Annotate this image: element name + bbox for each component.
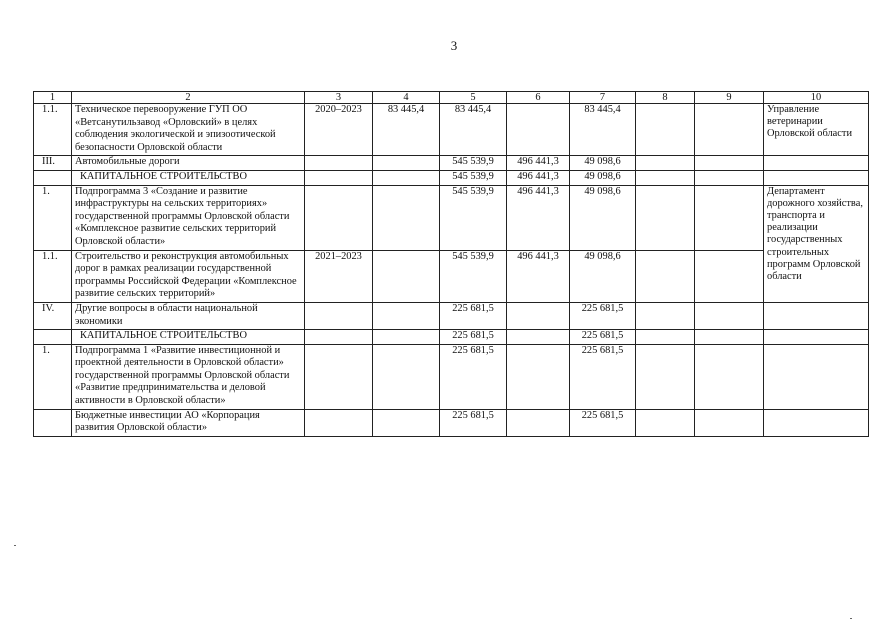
row-col-6: 496 441,3 xyxy=(507,185,570,250)
row-col-7: 83 445,4 xyxy=(570,104,636,156)
row-period xyxy=(305,330,373,345)
row-col-9 xyxy=(695,104,764,156)
row-col-8 xyxy=(636,104,695,156)
header-cell: 2 xyxy=(72,92,305,104)
row-col-5: 225 681,5 xyxy=(440,302,507,329)
row-department xyxy=(764,409,869,436)
row-col-6: 496 441,3 xyxy=(507,250,570,302)
row-col-6 xyxy=(507,344,570,409)
row-col-8 xyxy=(636,156,695,171)
row-col-9 xyxy=(695,302,764,329)
row-name: Строительство и реконструкция автомобильных дорог в рамках реализации государственной программы Российской Федерации «Комплексное развитие сельских территорий» xyxy=(72,250,305,302)
row-col-9 xyxy=(695,156,764,171)
row-col-8 xyxy=(636,185,695,250)
row-col-8 xyxy=(636,330,695,345)
row-department: Управление ветеринарии Орловской области xyxy=(764,104,869,156)
row-col-9 xyxy=(695,344,764,409)
scan-speck xyxy=(850,618,852,619)
row-number: 1. xyxy=(34,185,72,250)
row-name: Автомобильные дороги xyxy=(72,156,305,171)
table-row xyxy=(34,344,869,409)
row-name: КАПИТАЛЬНОЕ СТРОИТЕЛЬСТВО xyxy=(72,330,305,345)
row-col-9 xyxy=(695,330,764,345)
row-col-6 xyxy=(507,409,570,436)
row-col-7: 49 098,6 xyxy=(570,156,636,171)
table-row xyxy=(34,250,869,302)
row-col-8 xyxy=(636,170,695,185)
header-cell: 7 xyxy=(570,92,636,104)
row-col-7: 225 681,5 xyxy=(570,409,636,436)
row-department xyxy=(764,330,869,345)
header-cell: 6 xyxy=(507,92,570,104)
row-col-4 xyxy=(373,330,440,345)
row-col-7: 225 681,5 xyxy=(570,344,636,409)
row-col-7: 225 681,5 xyxy=(570,330,636,345)
header-cell: 10 xyxy=(764,92,869,104)
row-period xyxy=(305,302,373,329)
row-col-7: 49 098,6 xyxy=(570,170,636,185)
row-col-4 xyxy=(373,156,440,171)
row-col-5: 225 681,5 xyxy=(440,330,507,345)
header-cell: 8 xyxy=(636,92,695,104)
row-col-4 xyxy=(373,250,440,302)
row-department: Департамент дорожного хозяйства, транспорта и реализации государственных строительных программ Орловской области xyxy=(764,185,869,302)
row-col-5: 545 539,9 xyxy=(440,156,507,171)
row-col-5: 225 681,5 xyxy=(440,344,507,409)
header-cell: 5 xyxy=(440,92,507,104)
row-number: 1.1. xyxy=(34,104,72,156)
row-number xyxy=(34,330,72,345)
budget-table xyxy=(33,91,869,437)
row-col-5: 225 681,5 xyxy=(440,409,507,436)
table-row xyxy=(34,330,869,345)
row-col-4 xyxy=(373,302,440,329)
row-col-8 xyxy=(636,250,695,302)
row-col-8 xyxy=(636,302,695,329)
table-row xyxy=(34,156,869,171)
row-col-4 xyxy=(373,409,440,436)
row-col-7: 49 098,6 xyxy=(570,250,636,302)
row-name: КАПИТАЛЬНОЕ СТРОИТЕЛЬСТВО xyxy=(72,170,305,185)
row-col-5: 83 445,4 xyxy=(440,104,507,156)
row-col-4 xyxy=(373,185,440,250)
page-number: 3 xyxy=(450,38,458,53)
row-col-5: 545 539,9 xyxy=(440,170,507,185)
row-department xyxy=(764,302,869,329)
row-col-7: 225 681,5 xyxy=(570,302,636,329)
row-name: Подпрограмма 1 «Развитие инвестиционной и проектной деятельности в Орловской области» государственной программы Орловской области «Развитие предпринимательства и деловой активности в Орловской области» xyxy=(72,344,305,409)
table-row xyxy=(34,170,869,185)
row-period: 2020–2023 xyxy=(305,104,373,156)
row-col-6: 496 441,3 xyxy=(507,156,570,171)
row-department xyxy=(764,156,869,171)
row-col-6 xyxy=(507,302,570,329)
scan-speck xyxy=(14,545,16,546)
row-department xyxy=(764,170,869,185)
row-col-9 xyxy=(695,250,764,302)
row-number xyxy=(34,409,72,436)
header-cell: 3 xyxy=(305,92,373,104)
row-col-5: 545 539,9 xyxy=(440,185,507,250)
row-col-4: 83 445,4 xyxy=(373,104,440,156)
row-name: Другие вопросы в области национальной экономики xyxy=(72,302,305,329)
table-header-row xyxy=(34,92,869,104)
row-name: Подпрограмма 3 «Создание и развитие инфраструктуры на сельских территориях» государственной программы Орловской области «Комплексное развитие сельских территорий Орловской области» xyxy=(72,185,305,250)
row-number: 1.1. xyxy=(34,250,72,302)
row-col-9 xyxy=(695,185,764,250)
row-department xyxy=(764,344,869,409)
row-col-9 xyxy=(695,409,764,436)
row-col-4 xyxy=(373,344,440,409)
row-number: III. xyxy=(34,156,72,171)
table-row xyxy=(34,409,869,436)
row-name: Бюджетные инвестиции АО «Корпорация развития Орловской области» xyxy=(72,409,305,436)
row-col-6 xyxy=(507,330,570,345)
row-col-6: 496 441,3 xyxy=(507,170,570,185)
table-row xyxy=(34,104,869,156)
table-row xyxy=(34,185,869,250)
row-col-6 xyxy=(507,104,570,156)
row-period: 2021–2023 xyxy=(305,250,373,302)
row-period xyxy=(305,409,373,436)
header-cell: 1 xyxy=(34,92,72,104)
row-period xyxy=(305,170,373,185)
row-number: 1. xyxy=(34,344,72,409)
row-number xyxy=(34,170,72,185)
row-number: IV. xyxy=(34,302,72,329)
row-col-8 xyxy=(636,409,695,436)
row-col-4 xyxy=(373,170,440,185)
row-col-7: 49 098,6 xyxy=(570,185,636,250)
table-row xyxy=(34,302,869,329)
row-col-5: 545 539,9 xyxy=(440,250,507,302)
row-col-8 xyxy=(636,344,695,409)
row-col-9 xyxy=(695,170,764,185)
header-cell: 4 xyxy=(373,92,440,104)
row-period xyxy=(305,344,373,409)
row-period xyxy=(305,156,373,171)
row-period xyxy=(305,185,373,250)
header-cell: 9 xyxy=(695,92,764,104)
row-name: Техническое перевооружение ГУП ОО «Ветсанутильзавод «Орловский» в целях соблюдения экологической и эпизоотической безопасности Орловской области xyxy=(72,104,305,156)
